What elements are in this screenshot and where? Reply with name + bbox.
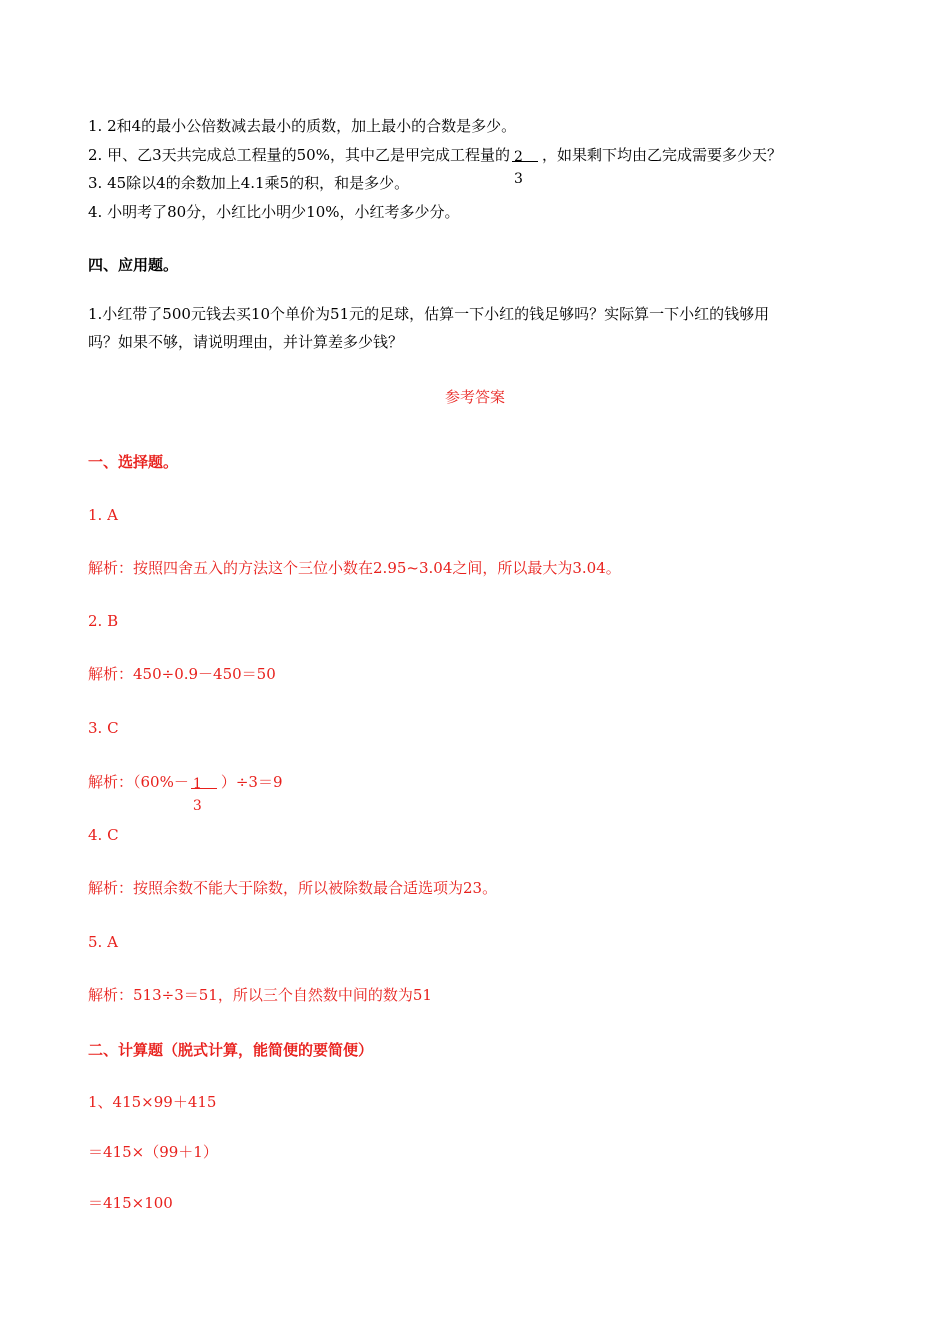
answer-analysis-4: 解析：按照余数不能大于除数，所以被除数最合适选项为23。	[88, 879, 498, 897]
application-question-line2: 吗？如果不够，请说明理由，并计算差多少钱？	[88, 333, 404, 351]
answer-analysis-3	[88, 772, 283, 814]
question-1	[88, 116, 516, 136]
fraction	[189, 772, 221, 814]
analysis-text: 解析：（60%－	[88, 773, 189, 791]
answer-choice-2: 2. B	[88, 612, 119, 630]
calc-line-1: 1、415×99＋415	[88, 1093, 217, 1111]
answer-analysis-1: 解析：按照四舍五入的方法这个三位小数在2.95~3.04之间，所以最大为3.04。	[88, 559, 621, 577]
question-text: 小明考了80分，小红比小明少10%，小红考多少分。	[107, 203, 460, 221]
question-text: 甲、乙3天共完成总工程量的50%，其中乙是甲完成工程量的	[107, 146, 510, 164]
analysis-text: ）÷3＝9	[220, 773, 283, 791]
question-text: ，如果剩下均由乙完成需要多少天？	[541, 146, 782, 164]
answers-title: 参考答案	[444, 388, 505, 406]
answer-choice-5: 5. A	[88, 933, 118, 951]
fraction-bar	[191, 788, 217, 789]
question-text: 2和4的最小公倍数减去最小的质数，加上最小的合数是多少。	[107, 117, 517, 135]
fraction-numerator: 1	[192, 776, 202, 792]
fraction-denominator: 3	[513, 171, 523, 187]
fraction-bar	[512, 161, 538, 162]
question-number: 3.	[88, 174, 103, 192]
answer-choice-4: 4. C	[88, 826, 119, 844]
question-number: 1.	[88, 117, 103, 135]
question-3	[88, 173, 409, 193]
question-text: 45除以4的余数加上4.1乘5的积，和是多少。	[107, 174, 410, 192]
calc-line-2: ＝415×（99＋1）	[88, 1143, 218, 1161]
calc-line-3: ＝415×100	[88, 1194, 173, 1212]
answers-section1-heading: 一、选择题。	[88, 453, 179, 471]
answer-choice-1: 1. A	[88, 506, 118, 524]
answer-analysis-2: 解析：450÷0.9－450＝50	[88, 665, 276, 683]
fraction-denominator: 3	[192, 798, 202, 814]
question-number: 4.	[88, 203, 103, 221]
answers-section2-heading: 二、计算题（脱式计算，能简便的要简便）	[88, 1041, 374, 1059]
fraction-numerator: 2	[513, 149, 523, 165]
answer-analysis-5: 解析：513÷3＝51，所以三个自然数中间的数为51	[88, 986, 432, 1004]
fraction	[510, 145, 542, 187]
answer-choice-3: 3. C	[88, 719, 119, 737]
question-4	[88, 202, 460, 222]
question-number: 2.	[88, 146, 103, 164]
section4-heading: 四、应用题。	[88, 256, 179, 274]
application-question-line1: 1.小红带了500元钱去买10个单价为51元的足球，估算一下小红的钱足够吗？实际算一下小红的钱够用	[88, 305, 770, 323]
